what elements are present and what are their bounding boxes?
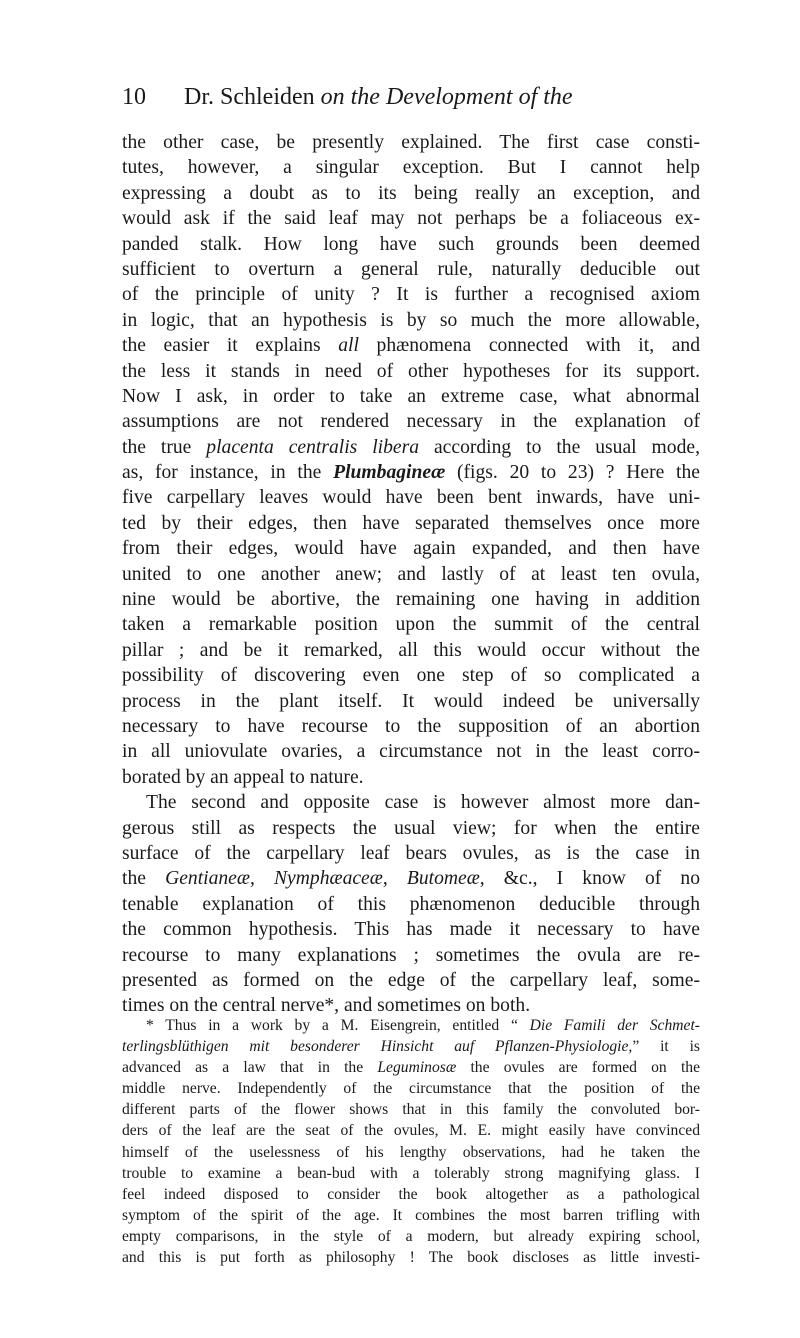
text-line — [122, 181, 700, 206]
text-line — [122, 130, 700, 155]
text-line — [122, 892, 700, 917]
text-segment: assumptions are not rendered necessary in the explanation of — [122, 411, 700, 433]
text-segment: phænomena connected with it, and — [358, 335, 700, 357]
footnote-line — [122, 1036, 700, 1057]
text-line — [122, 435, 700, 460]
text-line — [122, 816, 700, 841]
running-head — [184, 84, 573, 111]
footnote-line — [122, 1163, 700, 1184]
text-line — [122, 765, 700, 790]
text-line — [122, 587, 700, 612]
text-line — [122, 663, 700, 688]
text-line — [122, 155, 700, 180]
running-head-title: on the Development of the — [320, 84, 573, 110]
text-line — [122, 943, 700, 968]
text-line — [122, 333, 700, 358]
text-segment: and this is put forth as philosophy ! The book discloses as little investi- — [122, 1249, 700, 1267]
text-line — [122, 257, 700, 282]
text-segment: possibility of discovering even one step of so complicated a — [122, 665, 700, 687]
text-segment: Leguminosæ — [377, 1059, 457, 1077]
text-segment: Die Famili der Schmet- — [529, 1017, 700, 1034]
text-segment: recourse to many explanations ; sometimes the ovula are re- — [122, 944, 700, 966]
text-segment: of the principle of unity ? It is further a recognised axiom — [122, 284, 700, 306]
text-segment: times on the central nerve*, and sometimes on both. — [122, 995, 531, 1017]
text-segment: in all uniovulate ovaries, a circumstance not in the least corro- — [122, 741, 700, 763]
text-line — [122, 308, 700, 333]
page-number: 10 — [122, 84, 146, 110]
text-segment: Now I ask, in order to take an extreme case, what abnormal — [122, 385, 700, 407]
text-segment: five carpellary leaves would have been bent inwards, have uni- — [122, 487, 700, 509]
text-segment: the less it stands in need of other hypotheses for its support. — [122, 360, 700, 382]
text-segment: the other case, be presently explained. The first case consti- — [122, 132, 700, 153]
text-line — [122, 689, 700, 714]
footnote-line — [122, 1247, 700, 1268]
footnote — [122, 1015, 700, 1268]
text-line — [122, 409, 700, 434]
footnote-line — [122, 1057, 700, 1078]
text-segment: panded stalk. How long have such grounds been deemed — [122, 233, 700, 255]
text-segment: pillar ; and be it remarked, all this would occur without the — [122, 639, 700, 661]
text-segment: symptom of the spirit of the age. It combines the most barren trifling with — [122, 1206, 700, 1224]
text-segment: tutes, however, a singular exception. But I cannot help — [122, 157, 700, 179]
text-segment: (figs. 20 to 23) ? Here the — [445, 462, 700, 484]
text-line — [122, 384, 700, 409]
text-segment: empty comparisons, in the style of a modern, but already expiring school, — [122, 1227, 700, 1245]
footnote-line — [122, 1120, 700, 1141]
text-segment: ders of the leaf are the seat of the ovules, M. E. might easily have convinced — [122, 1122, 700, 1140]
text-segment: ” it is — [632, 1038, 700, 1056]
footnote-line — [122, 1142, 700, 1163]
text-segment: all — [338, 335, 359, 357]
text-segment: * Thus in a work by a M. Eisengrein, entitled “ — [146, 1017, 530, 1034]
text-line — [122, 968, 700, 993]
footnote-line — [122, 1015, 700, 1036]
text-segment: the easier it explains — [122, 335, 339, 357]
text-segment: feel indeed disposed to consider the book altogether as a pathological — [122, 1185, 700, 1203]
text-segment: tenable explanation of this phænomenon deducible through — [122, 893, 700, 915]
text-segment: as, for instance, in the — [122, 462, 334, 484]
text-line — [122, 206, 700, 231]
text-segment: united to one another anew; and lastly of at least ten ovula, — [122, 563, 700, 585]
text-segment: expressing a doubt as to its being really an exception, and — [122, 182, 700, 204]
text-segment: surface of the carpellary leaf bears ovules, as is the case in — [122, 842, 700, 864]
footnote-line — [122, 1184, 700, 1205]
text-segment: according to the usual mode, — [419, 436, 700, 458]
text-line — [122, 282, 700, 307]
text-segment: gerous still as respects the usual view; for when the entire — [122, 817, 700, 839]
text-segment: different parts of the flower shows that in this family the convoluted bor- — [122, 1101, 700, 1119]
page-header — [122, 84, 698, 120]
text-segment: the true — [122, 436, 207, 458]
text-segment: himself of the uselessness of his lengthy observations, had he taken the — [122, 1143, 700, 1161]
text-segment: Plumbagineæ — [333, 462, 446, 484]
text-line — [122, 232, 700, 257]
footnote-line — [122, 1226, 700, 1247]
text-segment: taken a remarkable position upon the summit of the central — [122, 614, 700, 636]
text-segment: Gentianeæ — [165, 868, 250, 890]
text-line — [122, 917, 700, 942]
text-segment: from their edges, would have again expanded, and then have — [122, 538, 700, 560]
text-segment: sufficient to overturn a general rule, naturally deducible out — [122, 258, 700, 280]
text-line — [122, 485, 700, 510]
text-segment: would ask if the said leaf may not perhaps be a foliaceous ex- — [122, 208, 700, 230]
text-segment: the common hypothesis. This has made it necessary to have — [122, 919, 700, 941]
text-segment: trouble to examine a bean-bud with a tolerably strong magnifying glass. I — [122, 1164, 700, 1182]
text-segment: the ovules are formed on the — [456, 1059, 700, 1077]
text-line — [122, 460, 700, 485]
text-segment: necessary to have recourse to the supposition of an abortion — [122, 715, 700, 737]
text-line — [122, 714, 700, 739]
text-line — [122, 562, 700, 587]
text-line — [122, 739, 700, 764]
text-segment: middle nerve. Independently of the circumstance that the position of the — [122, 1080, 700, 1098]
text-line — [122, 790, 700, 815]
footnote-line — [122, 1099, 700, 1120]
text-segment: placenta centralis libera — [206, 436, 420, 458]
text-line — [122, 612, 700, 637]
text-segment: the — [122, 868, 166, 890]
text-segment: process in the plant itself. It would indeed be universally — [122, 690, 700, 712]
footnote-line — [122, 1078, 700, 1099]
text-segment: , &c., I know of no — [479, 868, 701, 890]
text-segment: borated by an appeal to nature. — [122, 766, 364, 788]
text-segment: in logic, that an hypothesis is by so much the more allowable, — [122, 309, 700, 331]
text-segment: Butomeæ — [406, 868, 480, 890]
text-line — [122, 359, 700, 384]
text-segment: terlingsblüthigen mit besonderer Hinsicht auf Pflanzen-Physiologie, — [122, 1038, 633, 1056]
body-text — [122, 130, 700, 1019]
text-segment: ted by their edges, then have separated themselves once more — [122, 512, 700, 534]
text-line — [122, 536, 700, 561]
text-line — [122, 638, 700, 663]
text-segment: , — [382, 868, 407, 890]
text-line — [122, 511, 700, 536]
text-segment: The second and opposite case is however almost more dan- — [146, 792, 700, 814]
footnote-line — [122, 1205, 700, 1226]
running-head-author: Dr. Schleiden — [184, 84, 321, 110]
text-line — [122, 841, 700, 866]
text-segment: , — [249, 868, 274, 890]
text-segment: Nymphæaceæ — [273, 868, 383, 890]
text-segment: presented as formed on the edge of the carpellary leaf, some- — [122, 969, 700, 991]
text-segment: nine would be abortive, the remaining one having in addition — [122, 589, 700, 611]
text-line — [122, 866, 700, 891]
text-segment: advanced as a law that in the — [122, 1059, 378, 1077]
